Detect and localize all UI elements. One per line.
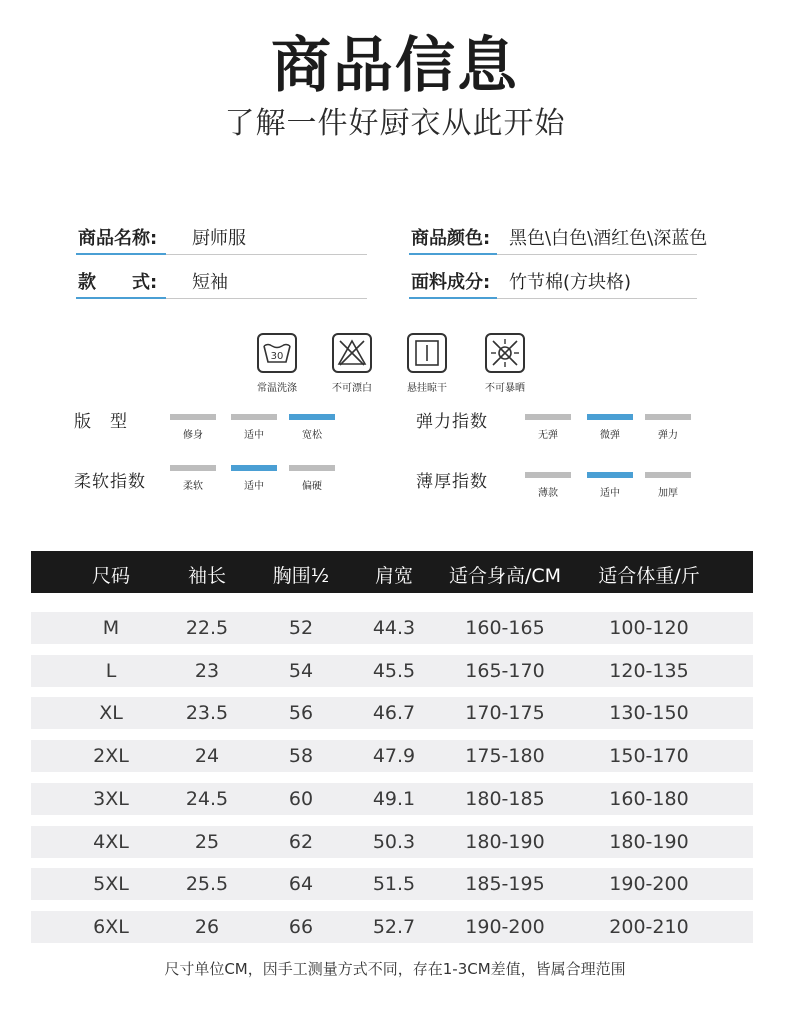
cell-weight: 100-120: [609, 617, 689, 639]
color-label: 商品颜色:: [411, 228, 491, 249]
table-row: [31, 868, 753, 900]
fit-option-selected: 宽松: [289, 414, 335, 441]
table-row: [31, 783, 753, 815]
cell-weight: 150-170: [609, 745, 689, 768]
cell-size: 2XL: [93, 745, 129, 768]
cell-height: 180-185: [465, 787, 545, 810]
cell-shoulder: 44.3: [372, 617, 416, 639]
cell-sleeve: 26: [194, 915, 220, 938]
page-subtitle: 了解一件好厨衣从此开始: [224, 106, 566, 141]
cell-chest: 64: [288, 873, 314, 896]
fabric-value: 竹节棉(方块格): [509, 272, 632, 293]
cell-weight: 200-210: [609, 915, 689, 938]
style-underline-accent: [76, 297, 166, 299]
care-caption: 不可漂白: [332, 383, 372, 394]
cell-weight: 130-150: [609, 702, 689, 725]
header-sleeve: 袖长: [187, 565, 226, 587]
hang-dry-icon: [407, 333, 447, 373]
cell-sleeve: 25: [194, 830, 220, 853]
style-underline: [166, 298, 367, 299]
cell-height: 180-190: [465, 830, 545, 853]
softness-option: 柔软: [170, 465, 216, 492]
name-label: 商品名称:: [78, 228, 158, 249]
cell-height: 170-175: [465, 702, 545, 725]
cell-size: 6XL: [93, 915, 129, 938]
cell-shoulder: 52.7: [372, 915, 416, 938]
svg-text:30: 30: [270, 351, 284, 362]
care-dry: [387, 333, 467, 394]
style-value: 短袖: [192, 272, 228, 293]
cell-shoulder: 49.1: [372, 787, 416, 810]
no-sun-icon: [485, 333, 525, 373]
cell-height: 165-170: [465, 659, 545, 682]
cell-size: 4XL: [93, 830, 129, 853]
header-shoulder: 肩宽: [374, 565, 413, 587]
cell-shoulder: 50.3: [372, 830, 416, 853]
care-caption: 常温洗涤: [257, 383, 297, 394]
cell-height: 185-195: [465, 873, 545, 896]
header-size: 尺码: [91, 565, 130, 587]
fabric-label: 面料成分:: [411, 272, 491, 293]
cell-height: 160-165: [465, 617, 545, 639]
cell-chest: 66: [288, 915, 314, 938]
size-table-header: [31, 551, 753, 593]
header-weight: 适合体重/斤: [598, 565, 700, 587]
footnote: 尺寸单位CM，因手工测量方式不同，存在1-3CM差值，皆属合理范围: [164, 960, 626, 978]
care-caption: 不可暴晒: [485, 383, 525, 394]
elasticity-scale-label: 弹力指数: [416, 412, 488, 432]
table-row: [31, 697, 753, 729]
cell-chest: 52: [288, 617, 314, 639]
name-underline: [166, 254, 367, 255]
cell-sleeve: 24: [194, 745, 220, 768]
cell-size: XL: [99, 702, 123, 725]
care-sun: [465, 333, 545, 394]
page-title: 商品信息: [271, 31, 519, 101]
cell-shoulder: 47.9: [372, 745, 416, 768]
elasticity-option: 弹力: [645, 414, 691, 441]
cell-weight: 180-190: [609, 830, 689, 853]
cell-sleeve: 22.5: [185, 617, 229, 639]
thickness-option: 加厚: [645, 472, 691, 499]
cell-shoulder: 45.5: [372, 659, 416, 682]
wash-30-icon: [257, 333, 297, 373]
color-value: 黑色\白色\酒红色\深蓝色: [509, 228, 708, 249]
cell-chest: 56: [288, 702, 314, 725]
table-row: [31, 911, 753, 943]
color-underline: [497, 254, 697, 255]
name-underline-accent: [76, 253, 166, 255]
fit-scale-label: 版 型: [74, 412, 128, 432]
cell-sleeve: 23: [194, 659, 220, 682]
table-row: [31, 826, 753, 858]
cell-size: 5XL: [93, 873, 129, 896]
softness-option: 偏硬: [289, 465, 335, 492]
elasticity-option: 无弹: [525, 414, 571, 441]
cell-chest: 54: [288, 659, 314, 682]
table-row: [31, 740, 753, 772]
cell-weight: 160-180: [609, 787, 689, 810]
fit-option: 修身: [170, 414, 216, 441]
cell-sleeve: 25.5: [185, 873, 229, 896]
thickness-option: 薄款: [525, 472, 571, 499]
table-row: [31, 612, 753, 644]
care-bleach: [312, 333, 392, 394]
cell-size: L: [105, 659, 117, 682]
color-underline-accent: [409, 253, 497, 255]
elasticity-option-selected: 微弹: [587, 414, 633, 441]
table-row: [31, 655, 753, 687]
cell-shoulder: 51.5: [372, 873, 416, 896]
cell-chest: 60: [288, 787, 314, 810]
style-label: 款 式:: [78, 272, 158, 293]
cell-sleeve: 24.5: [185, 787, 229, 810]
cell-shoulder: 46.7: [372, 702, 416, 725]
cell-chest: 62: [288, 830, 314, 853]
softness-option-selected: 适中: [231, 465, 277, 492]
softness-scale-label: 柔软指数: [74, 472, 146, 492]
thickness-scale-label: 薄厚指数: [416, 472, 488, 492]
fabric-underline-accent: [409, 297, 497, 299]
thickness-option-selected: 适中: [587, 472, 633, 499]
fit-option: 适中: [231, 414, 277, 441]
no-bleach-icon: [332, 333, 372, 373]
cell-size: 3XL: [93, 787, 129, 810]
care-caption: 悬挂晾干: [407, 383, 447, 394]
cell-chest: 58: [288, 745, 314, 768]
cell-weight: 120-135: [609, 659, 689, 682]
cell-height: 190-200: [465, 915, 545, 938]
header-height: 适合身高/CM: [448, 565, 562, 587]
header-chest: 胸围½: [272, 565, 330, 587]
care-wash: [237, 333, 317, 394]
fabric-underline: [497, 298, 697, 299]
cell-weight: 190-200: [609, 873, 689, 896]
cell-size: M: [102, 617, 120, 639]
cell-height: 175-180: [465, 745, 545, 768]
name-value: 厨师服: [192, 228, 246, 249]
cell-sleeve: 23.5: [185, 702, 229, 725]
